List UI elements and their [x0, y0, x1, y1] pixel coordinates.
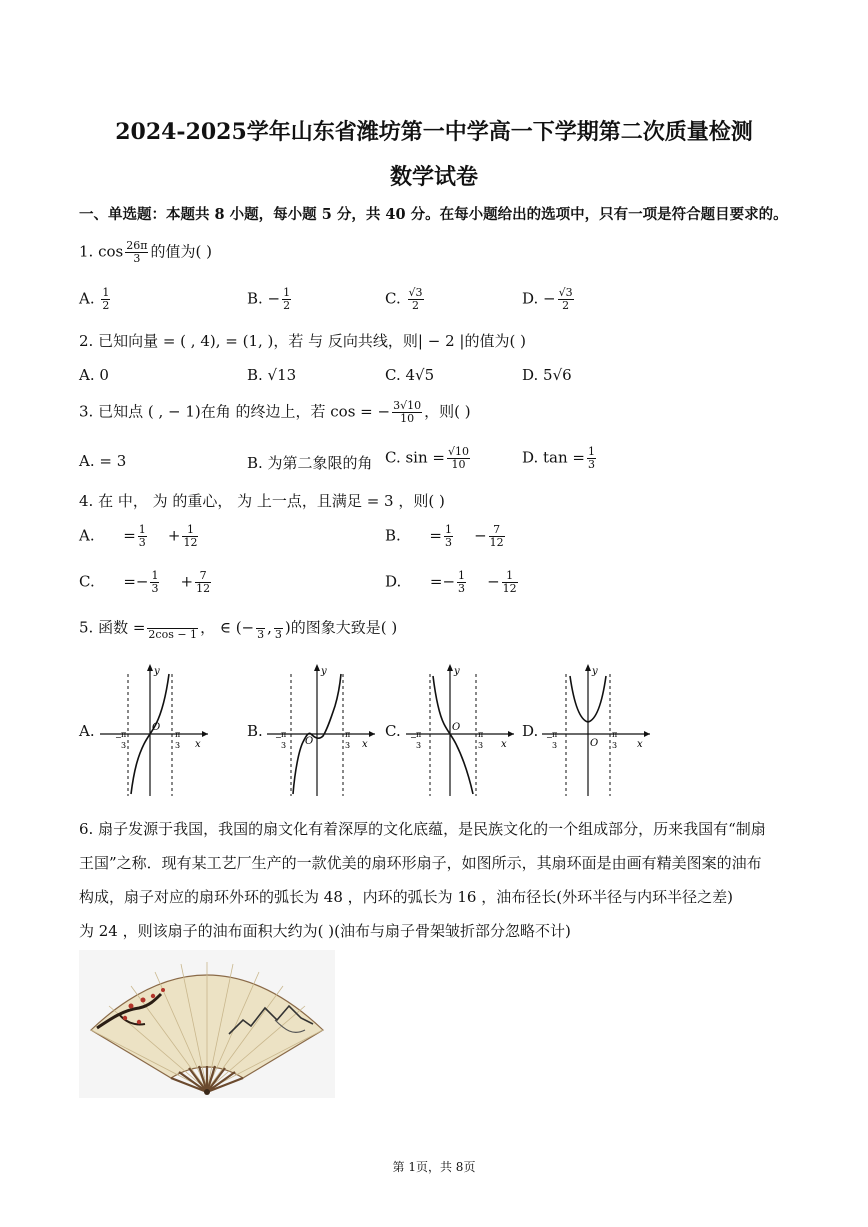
- q2-option-a[interactable]: A. 0: [79, 366, 109, 384]
- section-heading: 一、单选题：本题共 8 小题，每小题 5 分，共 40 分。在每小题给出的选项中，只有一项是符合题目要求的。: [79, 206, 788, 223]
- svg-text:3: 3: [175, 741, 181, 750]
- q5-graph-d[interactable]: [540, 660, 655, 800]
- q5-graph-a[interactable]: [98, 660, 213, 800]
- q3-option-c[interactable]: C. sin = $\frac{√10}{10}$: [385, 445, 469, 471]
- svg-text:π: π: [478, 730, 484, 739]
- svg-text:−: −: [115, 733, 122, 742]
- svg-text:x: x: [501, 739, 507, 750]
- q5-option-a[interactable]: A.: [79, 722, 95, 740]
- q5-graph-b[interactable]: [265, 660, 380, 800]
- folding-fan-image: [79, 950, 335, 1098]
- question-6-line-4: 为 24 ，则该扇子的油布面积大约为( )(油布与扇子骨架皱折部分忽略不计): [79, 922, 571, 940]
- svg-text:3: 3: [345, 741, 351, 750]
- svg-text:O: O: [452, 722, 461, 733]
- q2-option-d[interactable]: D. 5√6: [522, 366, 572, 384]
- question-5: 5. 函数 = 2cos − 1 ， ∈ (− 3 , 3 )的图象大致是( ): [79, 616, 397, 641]
- question-6-line-1: 6. 扇子发源于我国，我国的扇文化有着深厚的文化底蕴，是民族文化的一个组成部分，历来我国有“制扇: [79, 820, 766, 838]
- page-subtitle: 数学试卷: [389, 164, 478, 190]
- question-3: 3. 已知点 ( , − 1)在角 的终边上，若 cos = − $\frac{3√10}{10}$ ，则( ): [79, 399, 471, 425]
- svg-text:O: O: [305, 736, 314, 747]
- svg-text:y: y: [154, 666, 160, 677]
- svg-text:x: x: [195, 739, 201, 750]
- svg-text:3: 3: [416, 741, 422, 750]
- q3-option-d[interactable]: D. tan = $\frac{1}{3}$: [522, 445, 595, 471]
- q5-option-d[interactable]: D.: [522, 722, 539, 740]
- svg-text:π: π: [612, 730, 618, 739]
- q4-option-a[interactable]: A. = $\frac{1}{3}$ + $\frac{1}{12}$: [79, 523, 198, 549]
- question-6-line-3: 构成，扇子对应的扇环外环的弧长为 48 ，内环的弧长为 16 ，油布径长(外环半径与内环半径之差): [79, 888, 733, 906]
- svg-text:y: y: [592, 666, 598, 677]
- svg-text:π: π: [345, 730, 351, 739]
- svg-text:π: π: [281, 730, 287, 739]
- svg-text:π: π: [416, 730, 422, 739]
- q1-option-c[interactable]: C. $\frac{√3}{2}$: [385, 286, 423, 312]
- svg-text:x: x: [362, 739, 368, 750]
- q5-graph-c[interactable]: [404, 660, 519, 800]
- svg-text:π: π: [175, 730, 181, 739]
- svg-text:3: 3: [552, 741, 558, 750]
- q1-option-a[interactable]: A. $\frac{1}{2}$: [79, 286, 110, 312]
- q4-option-b[interactable]: B. = $\frac{1}{3}$ − $\frac{7}{12}$: [385, 523, 504, 549]
- q5-option-c[interactable]: C.: [385, 722, 401, 740]
- question-2: 2. 已知向量 = ( , 4), = (1, )，若 与 反向共线，则| − 2 |的值为( ): [79, 332, 526, 350]
- svg-text:π: π: [552, 730, 558, 739]
- q1-option-d[interactable]: D. − $\frac{√3}{2}$: [522, 286, 573, 312]
- q4-option-c[interactable]: C. =− $\frac{1}{3}$ + $\frac{7}{12}$: [79, 569, 211, 595]
- question-6-line-2: 王国”之称．现有某工艺厂生产的一款优美的扇环形扇子，如图所示，其扇环面是由画有精美图案的油布: [79, 854, 762, 872]
- svg-text:3: 3: [612, 741, 618, 750]
- q4-option-d[interactable]: D. =− $\frac{1}{3}$ − $\frac{1}{12}$: [385, 569, 517, 595]
- svg-text:y: y: [454, 666, 460, 677]
- question-1: 1. cos $\frac{26\pi}{3}$ 的值为( ): [79, 239, 212, 265]
- page-footer: 第 1页，共 8页: [392, 1160, 476, 1174]
- svg-text:3: 3: [281, 741, 287, 750]
- svg-text:3: 3: [121, 741, 127, 750]
- svg-text:−: −: [410, 733, 417, 742]
- q2-option-b[interactable]: B. √13: [247, 366, 297, 384]
- q3-option-b[interactable]: B. 为第二象限的角: [247, 454, 373, 472]
- svg-text:−: −: [546, 733, 553, 742]
- svg-text:3: 3: [478, 741, 484, 750]
- q1-option-b[interactable]: B. − $\frac{1}{2}$: [247, 286, 291, 312]
- svg-text:y: y: [321, 666, 327, 677]
- svg-text:x: x: [637, 739, 643, 750]
- svg-text:π: π: [121, 730, 127, 739]
- svg-text:O: O: [152, 722, 161, 733]
- page-title: 2024-2025学年山东省潍坊第一中学高一下学期第二次质量检测: [115, 119, 753, 145]
- q5-option-b[interactable]: B.: [247, 722, 263, 740]
- question-4: 4. 在 中， 为 的重心， 为 上一点，且满足 = 3 ，则( ): [79, 492, 445, 510]
- svg-text:−: −: [275, 733, 282, 742]
- q2-option-c[interactable]: C. 4√5: [385, 366, 435, 384]
- q3-option-a[interactable]: A. = 3: [79, 452, 127, 470]
- svg-text:O: O: [590, 738, 599, 749]
